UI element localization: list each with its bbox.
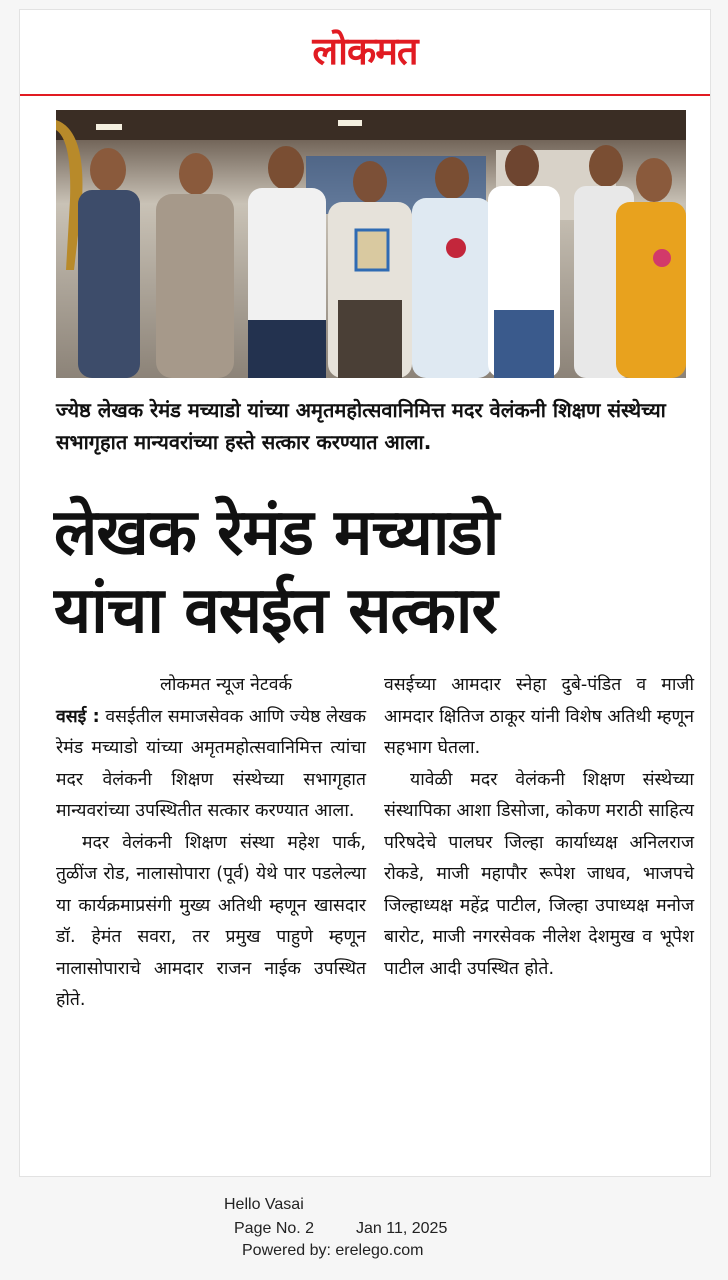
article-paragraph-2: मदर वेलंकनी शिक्षण संस्था महेश पार्क, तुळींज रोड, नालासोपारा (पूर्व) येथे पार पडलेल्या या कार्यक्रमाप्रसंगी मुख्य अतिथी म्हणून खासदार डॉ. हेमंत सवरा, तर प्रमुख पाहुणे म्हणून नालासोपाराचे आमदार राजन नाईक उपस्थित होते. (56, 832, 366, 1010)
newspaper-clipping (20, 10, 710, 1176)
photo-caption: ज्येष्ठ लेखक रेमंड मच्याडो यांच्या अमृतमहोत्सवानिमित्त मदर वेलंकनी शिक्षण संस्थेच्या सभागृहात मान्यवरांच्या हस्ते सत्कार करण्यात आला. (56, 398, 666, 454)
footer-page-number: Page No. 2 (234, 1220, 315, 1237)
headline-line-2: यांचा वसईत सत्कार (54, 574, 497, 648)
article-paragraph-1 (56, 702, 366, 828)
photo-illustration (56, 110, 686, 378)
byline: लोकमत न्यूज नेटवर्क (159, 675, 293, 695)
headline-line-1: लेखक रेमंड मच्याडो (54, 496, 499, 570)
article-column-2 (384, 670, 694, 985)
lokmat-logo: लोकमत (312, 29, 418, 73)
felicitation-photo (56, 110, 686, 378)
footer-powered-by: Powered by: erelego.com (242, 1242, 424, 1259)
masthead-divider (20, 94, 710, 96)
footer-date: Jan 11, 2025 (356, 1220, 448, 1237)
footer-edition: Hello Vasai (224, 1196, 304, 1213)
masthead (20, 10, 710, 92)
headline (54, 494, 694, 650)
article-column-1 (56, 670, 366, 1017)
article-paragraph-4: यावेळी मदर वेलंकनी शिक्षण संस्थेच्या संस्थापिका आशा डिसोजा, कोकण मराठी साहित्य परिषदेचे पालघर जिल्हा कार्याध्यक्ष अनिलराज रोकडे, माजी महापौर रूपेश जाधव, भाजपचे जिल्हाध्यक्ष महेंद्र पाटील, जिल्हा उपाध्यक्ष मनोज बारोट, माजी नगरसेवक नीलेश देशमुख व भूपेश पाटील आदी उपस्थित होते. (384, 769, 694, 979)
dateline: वसई : (56, 706, 100, 727)
paragraph-1-text: वसईतील समाजसेवक आणि ज्येष्ठ लेखक रेमंड मच्याडो यांच्या अमृतमहोत्सवानिमित्त त्यांचा मदर वेलंकनी शिक्षण संस्थेच्या सभागृहात मान्यवरांच्या उपस्थितीत सत्कार करण्यात आला. (56, 706, 366, 821)
article-paragraph-3: वसईच्या आमदार स्नेहा दुबे-पंडित व माजी आमदार क्षितिज ठाकूर यांनी विशेष अतिथी म्हणून सहभाग घेतला. (384, 675, 694, 758)
